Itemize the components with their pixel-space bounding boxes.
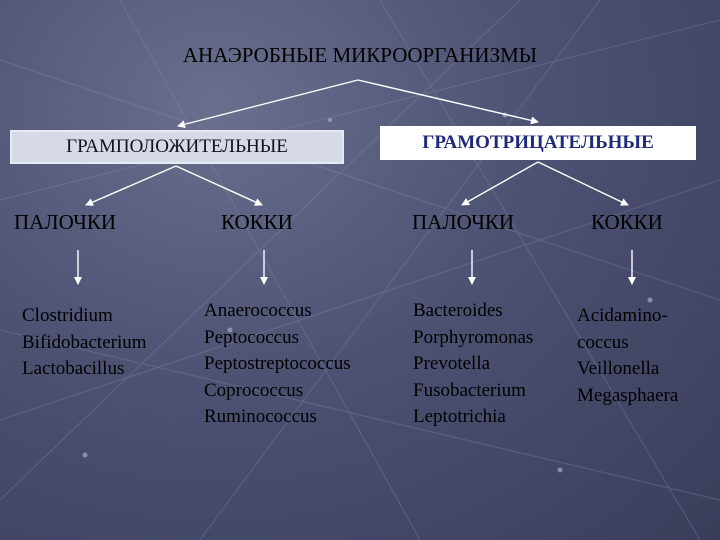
arrow-gp-to-cocci xyxy=(176,166,262,205)
arrow-gn-to-rods xyxy=(462,162,538,205)
gram-negative-box xyxy=(380,126,696,160)
arrow-root-to-gram-positive xyxy=(178,80,358,126)
arrow-root-to-gram-negative xyxy=(358,80,538,122)
arrow-gp-to-rods xyxy=(86,166,176,205)
list-item: Anaerococcus xyxy=(204,300,312,321)
list-item: Ruminococcus xyxy=(204,406,317,427)
list-item: coccus xyxy=(577,331,629,353)
list-item: Fusobacterium xyxy=(413,379,526,401)
list-item: Bifidobacterium xyxy=(22,331,147,353)
list-item: Veillonella xyxy=(577,358,660,379)
list-item: Lactobacillus xyxy=(22,358,125,379)
gram-negative-rods-label: ПАЛОЧКИ xyxy=(412,210,515,234)
arrow-gn-to-cocci xyxy=(538,162,628,205)
gram-positive-rods-label: ПАЛОЧКИ xyxy=(14,210,117,234)
gram-positive-cocci-list xyxy=(204,298,351,431)
list-item: Peptostreptococcus xyxy=(204,353,351,374)
gram-positive-rods-list xyxy=(22,303,147,383)
list-item: Bacteroides xyxy=(413,300,503,321)
diagram-title: АНАЭРОБНЫЕ МИКРООРГАНИЗМЫ xyxy=(182,43,538,67)
gram-negative-label: ГРАМОТРИЦАТЕЛЬНЫЕ xyxy=(422,132,654,153)
list-item: Peptococcus xyxy=(204,326,299,348)
gram-negative-cocci-list xyxy=(577,303,678,409)
list-item: Coprococcus xyxy=(204,379,304,401)
list-item: Megasphaera xyxy=(577,384,679,406)
list-item: Acidamino- xyxy=(577,305,668,326)
list-item: Leptotrichia xyxy=(413,406,506,427)
list-item: Prevotella xyxy=(413,353,491,374)
gram-negative-cocci-label: КОККИ xyxy=(591,210,663,234)
gram-negative-rods-list xyxy=(413,298,533,431)
list-item: Porphyromonas xyxy=(413,326,534,348)
gram-positive-label: ГРАМПОЛОЖИТЕЛЬНЫЕ xyxy=(66,136,288,157)
gram-positive-box xyxy=(10,130,344,164)
gram-positive-cocci-label: КОККИ xyxy=(221,210,293,234)
list-item: Clostridium xyxy=(22,305,113,326)
